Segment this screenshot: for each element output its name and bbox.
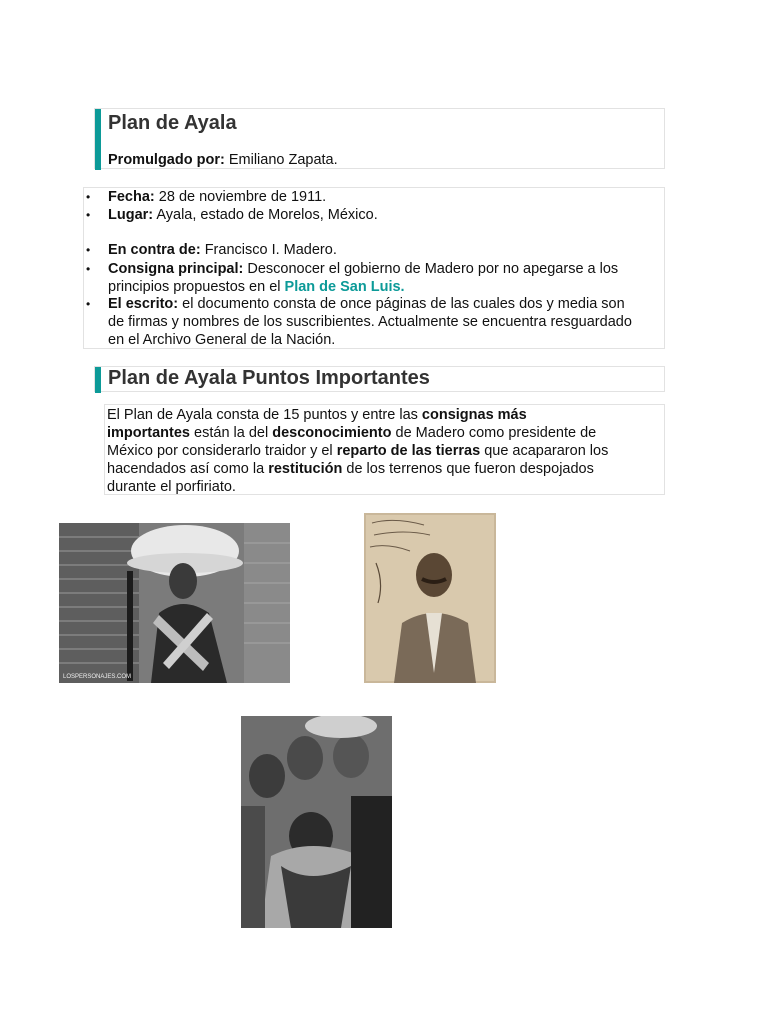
escrito-label: El escrito:: [108, 296, 179, 312]
escrito-value-2: de firmas y nombres de los suscribientes. Actualmente se encuentra resguardado: [108, 314, 632, 330]
header-box-puntos-importantes: [94, 366, 665, 392]
text: que acapararon los: [484, 443, 609, 459]
bold-text: consignas más: [421, 407, 527, 423]
section-title: Plan de Ayala Puntos Importantes: [108, 367, 430, 389]
paragraph-line-2: [107, 424, 657, 442]
facts-box: [83, 187, 665, 349]
header-box-plan-de-ayala: [94, 108, 665, 169]
paragraph-line-4: [107, 460, 657, 478]
escrito-value-1: el documento consta de once páginas de las cuales dos y media son: [182, 296, 625, 312]
bold-text: importantes: [107, 425, 190, 441]
accent-bar: [95, 367, 101, 393]
bullet-icon: •: [86, 243, 91, 257]
bold-text: desconocimiento: [272, 425, 392, 441]
zapata-rifle-photo: [59, 523, 290, 683]
promulgado-value: Emiliano Zapata.: [228, 152, 338, 168]
bullet-icon: •: [86, 262, 91, 276]
puntos-paragraph: [107, 406, 657, 496]
contra-label: En contra de:: [108, 242, 201, 258]
list-item-lugar: [86, 206, 378, 224]
paragraph-line-1: [107, 406, 657, 424]
watermark-text: LOSPERSONAJES.COM: [63, 674, 132, 680]
accent-bar: [95, 109, 101, 170]
text: están la del: [194, 425, 269, 441]
list-item-consigna: [86, 260, 658, 296]
puntos-paragraph-box: [104, 404, 665, 495]
list-item-fecha: [86, 188, 327, 206]
text: de Madero como presidente de: [395, 425, 597, 441]
zapata-signed-portrait: [364, 513, 496, 683]
plan-san-luis-link[interactable]: Plan de San Luis.: [284, 279, 405, 295]
text: durante el porfiriato.: [107, 479, 236, 495]
bullet-icon: •: [86, 208, 91, 222]
escrito-value-3: en el Archivo General de la Nación.: [108, 332, 336, 348]
promulgado-label: Promulgado por:: [108, 152, 225, 168]
text: México por considerarlo traidor y el: [107, 443, 333, 459]
consigna-value-1: Desconocer el gobierno de Madero por no apegarse a los: [247, 261, 619, 277]
consigna-value-2: principios propuestos en el: [108, 279, 281, 295]
list-item-escrito: [86, 295, 664, 349]
promulgado-line: [108, 151, 338, 169]
list-item-contra: [86, 241, 337, 259]
paragraph-line-3: [107, 442, 657, 460]
bullet-icon: •: [86, 297, 91, 311]
page-title: Plan de Ayala: [108, 112, 237, 134]
fecha-label: Fecha:: [108, 189, 155, 205]
bold-text: reparto de las tierras: [336, 443, 481, 459]
lugar-label: Lugar:: [108, 207, 154, 223]
fecha-value: 28 de noviembre de 1911.: [158, 189, 327, 205]
text: El Plan de Ayala consta de 15 puntos y entre las: [107, 407, 418, 423]
zapata-group-photo: [241, 716, 392, 928]
bold-text: restitución: [268, 461, 343, 477]
lugar-value: Ayala, estado de Morelos, México.: [156, 207, 378, 223]
bullet-icon: •: [86, 190, 91, 204]
consigna-label: Consigna principal:: [108, 261, 244, 277]
paragraph-line-5: [107, 478, 657, 496]
contra-value: Francisco I. Madero.: [204, 242, 337, 258]
text: hacendados así como la: [107, 461, 265, 477]
text: de los terrenos que fueron despojados: [346, 461, 594, 477]
